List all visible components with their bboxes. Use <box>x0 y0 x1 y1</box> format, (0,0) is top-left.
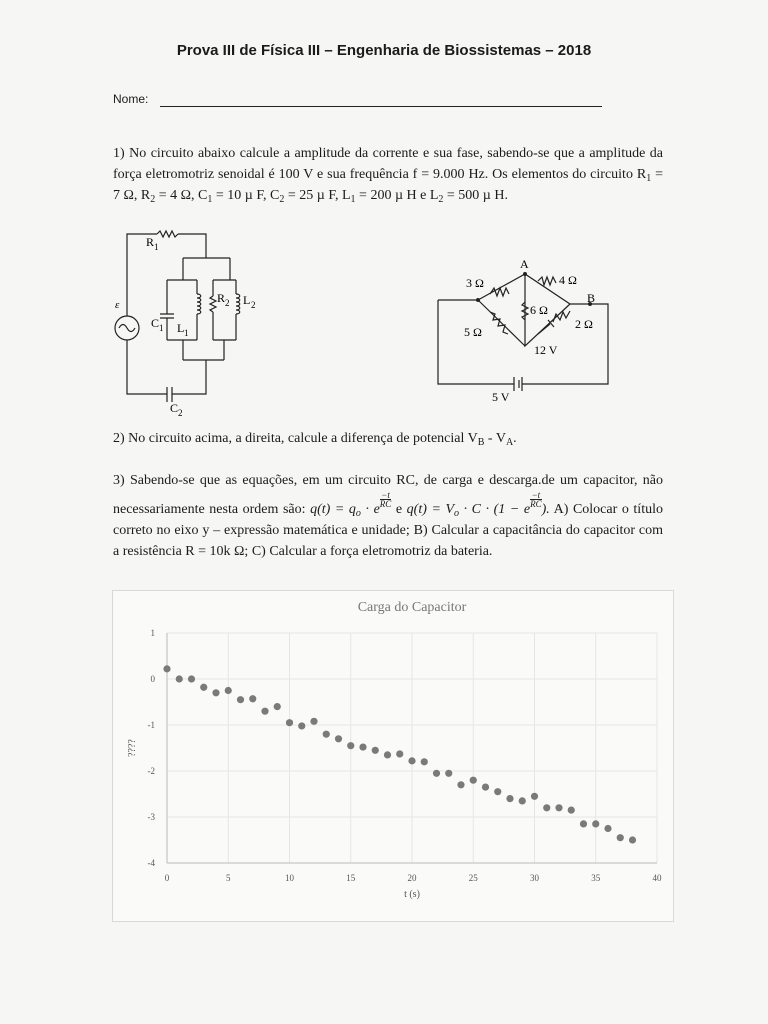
exp-den: RC <box>530 499 542 509</box>
q2-sub-b: B <box>477 437 485 448</box>
v5-label: 5 V <box>492 390 510 404</box>
c2-label: C <box>170 401 179 415</box>
r4-label: 4 Ω <box>559 273 577 287</box>
y-tick-label: 1 <box>150 628 155 638</box>
data-point <box>188 675 195 682</box>
data-point <box>568 807 575 814</box>
data-point <box>225 687 232 694</box>
r5-label: 5 Ω <box>464 325 482 339</box>
eq2-sub: o <box>454 508 460 519</box>
l2-label: L <box>243 293 251 307</box>
equation-2 <box>406 490 550 519</box>
data-point <box>604 825 611 832</box>
x-tick-label: 10 <box>285 873 294 883</box>
l1-label: L <box>177 321 185 335</box>
data-point <box>519 797 526 804</box>
l1-sub: 1 <box>184 328 189 338</box>
exp-num: −t <box>381 490 390 500</box>
q2-text: . <box>513 431 517 446</box>
r2-sub: 2 <box>225 298 230 308</box>
x-axis-label: t (s) <box>404 889 420 900</box>
q1-text: = 4 Ω, C <box>155 188 208 203</box>
question-3 <box>113 470 663 562</box>
eq2-lhs: q(t) = V <box>406 502 455 517</box>
question-1 <box>113 143 663 206</box>
scatter-chart <box>113 591 673 921</box>
exp-num: −t <box>531 490 541 500</box>
emf-label: ε <box>115 299 120 311</box>
q1-sub: 2 <box>279 194 285 205</box>
data-point <box>421 758 428 765</box>
y-tick-label: -3 <box>147 812 155 822</box>
l2-sub: 2 <box>251 300 256 310</box>
data-point <box>580 820 587 827</box>
q2-text: 2) No circuito acima, a direita, calcule a diferença de potencial V <box>113 431 478 446</box>
data-point <box>261 708 268 715</box>
x-tick-label: 5 <box>226 873 231 883</box>
data-point <box>347 742 354 749</box>
y-tick-label: -1 <box>147 720 155 730</box>
data-point <box>274 703 281 710</box>
data-point <box>445 770 452 777</box>
data-point <box>457 781 464 788</box>
q1-text: = 25 µ F, L <box>284 188 351 203</box>
data-point <box>249 695 256 702</box>
y-tick-label: 0 <box>150 674 155 684</box>
x-tick-label: 40 <box>652 873 662 883</box>
x-tick-label: 25 <box>468 873 478 883</box>
y-axis-label: ???? <box>127 739 138 757</box>
page-title: Prova III de Física III – Engenharia de Biossistemas – 2018 <box>176 42 592 59</box>
chart-title: Carga do Capacitor <box>357 600 467 615</box>
eq1-sub: o <box>355 508 361 519</box>
question-2 <box>113 428 663 449</box>
data-point <box>629 836 636 843</box>
r2-label: R <box>217 291 226 305</box>
eq1-mid: · e <box>360 502 380 517</box>
q2-sub-a: A <box>505 437 514 448</box>
q1-text: = 10 µ F, C <box>212 188 280 203</box>
node-b-label: B <box>587 291 596 305</box>
r3-label: 3 Ω <box>466 276 484 290</box>
data-point <box>310 718 317 725</box>
q1-text: = 7 Ω, R <box>113 167 663 203</box>
data-point <box>335 735 342 742</box>
q1-text: = 200 µ H e L <box>355 188 439 203</box>
q1-sub: 2 <box>150 194 156 205</box>
exp-den: RC <box>379 499 392 509</box>
data-point <box>543 804 550 811</box>
eq2-exponent <box>530 491 542 508</box>
q1-sub: 1 <box>350 194 356 205</box>
q3-and: e <box>391 502 407 517</box>
data-point <box>396 750 403 757</box>
q3-text: 3) Sabendo-se que as equações, em um circuito RC, de carga e descarga.de um capacitor, não necessariamente nesta ordem são: <box>113 473 663 517</box>
data-point <box>506 795 513 802</box>
data-point <box>494 788 501 795</box>
eq1-exponent <box>380 491 392 508</box>
data-point <box>286 719 293 726</box>
data-point <box>384 751 391 758</box>
equation-1 <box>310 490 392 519</box>
eq1-lhs: q(t) = q <box>310 502 356 517</box>
data-point <box>555 804 562 811</box>
q1-sub: 1 <box>646 173 652 184</box>
x-tick-label: 15 <box>346 873 356 883</box>
data-point <box>433 770 440 777</box>
chart-container <box>112 590 674 922</box>
x-tick-label: 0 <box>164 873 170 883</box>
data-point <box>200 684 207 691</box>
eq2-mid: · C · (1 − e <box>459 502 531 517</box>
c2-sub: 2 <box>178 408 183 418</box>
x-tick-label: 35 <box>591 873 601 883</box>
name-field[interactable] <box>160 106 602 107</box>
data-point <box>359 743 366 750</box>
data-point <box>237 696 244 703</box>
data-point <box>482 784 489 791</box>
x-tick-label: 20 <box>407 873 417 883</box>
r6-label: 6 Ω <box>530 303 548 317</box>
q1-sub: 1 <box>207 194 213 205</box>
data-point <box>212 689 219 696</box>
data-point <box>592 820 599 827</box>
y-tick-label: -2 <box>147 766 155 776</box>
r2-label: 2 Ω <box>575 317 593 331</box>
data-point <box>531 793 538 800</box>
c1-label: C <box>151 316 160 330</box>
c1-sub: 1 <box>159 323 164 333</box>
data-point <box>298 722 305 729</box>
data-point <box>408 757 415 764</box>
q1-sub: 2 <box>438 194 444 205</box>
circuit-2-diagram <box>430 256 620 406</box>
data-point <box>176 675 183 682</box>
data-point <box>323 731 330 738</box>
circuit-1-diagram <box>110 222 270 422</box>
q2-text: - V <box>484 431 506 446</box>
data-point <box>470 777 477 784</box>
v12-label: 12 V <box>534 343 558 357</box>
data-point <box>617 834 624 841</box>
q1-text: = 500 µ H. <box>443 188 508 203</box>
q3-text: A) Colocar o título correto no eixo y – expressão matemática e unidade; B) Calcular a capacitância do capacitor com a resistência R = 10k Ω; C) Calcular a força eletromotriz da bateria. <box>113 502 663 559</box>
name-label: Nome: <box>113 92 149 106</box>
data-point <box>163 665 170 672</box>
node-a-label: A <box>520 257 529 271</box>
data-point <box>372 747 379 754</box>
eq2-end: ). <box>541 502 550 517</box>
r1-label: R <box>146 235 155 249</box>
x-tick-label: 30 <box>530 873 539 883</box>
r1-sub: 1 <box>154 242 159 252</box>
y-tick-label: -4 <box>147 858 155 868</box>
q1-text: 1) No circuito abaixo calcule a amplitude da corrente e sua fase, sabendo-se que a amplitude da força eletromotriz senoidal é 100 V e sua frequência f = 9.000 Hz. Os elementos do circuito R <box>113 146 663 182</box>
